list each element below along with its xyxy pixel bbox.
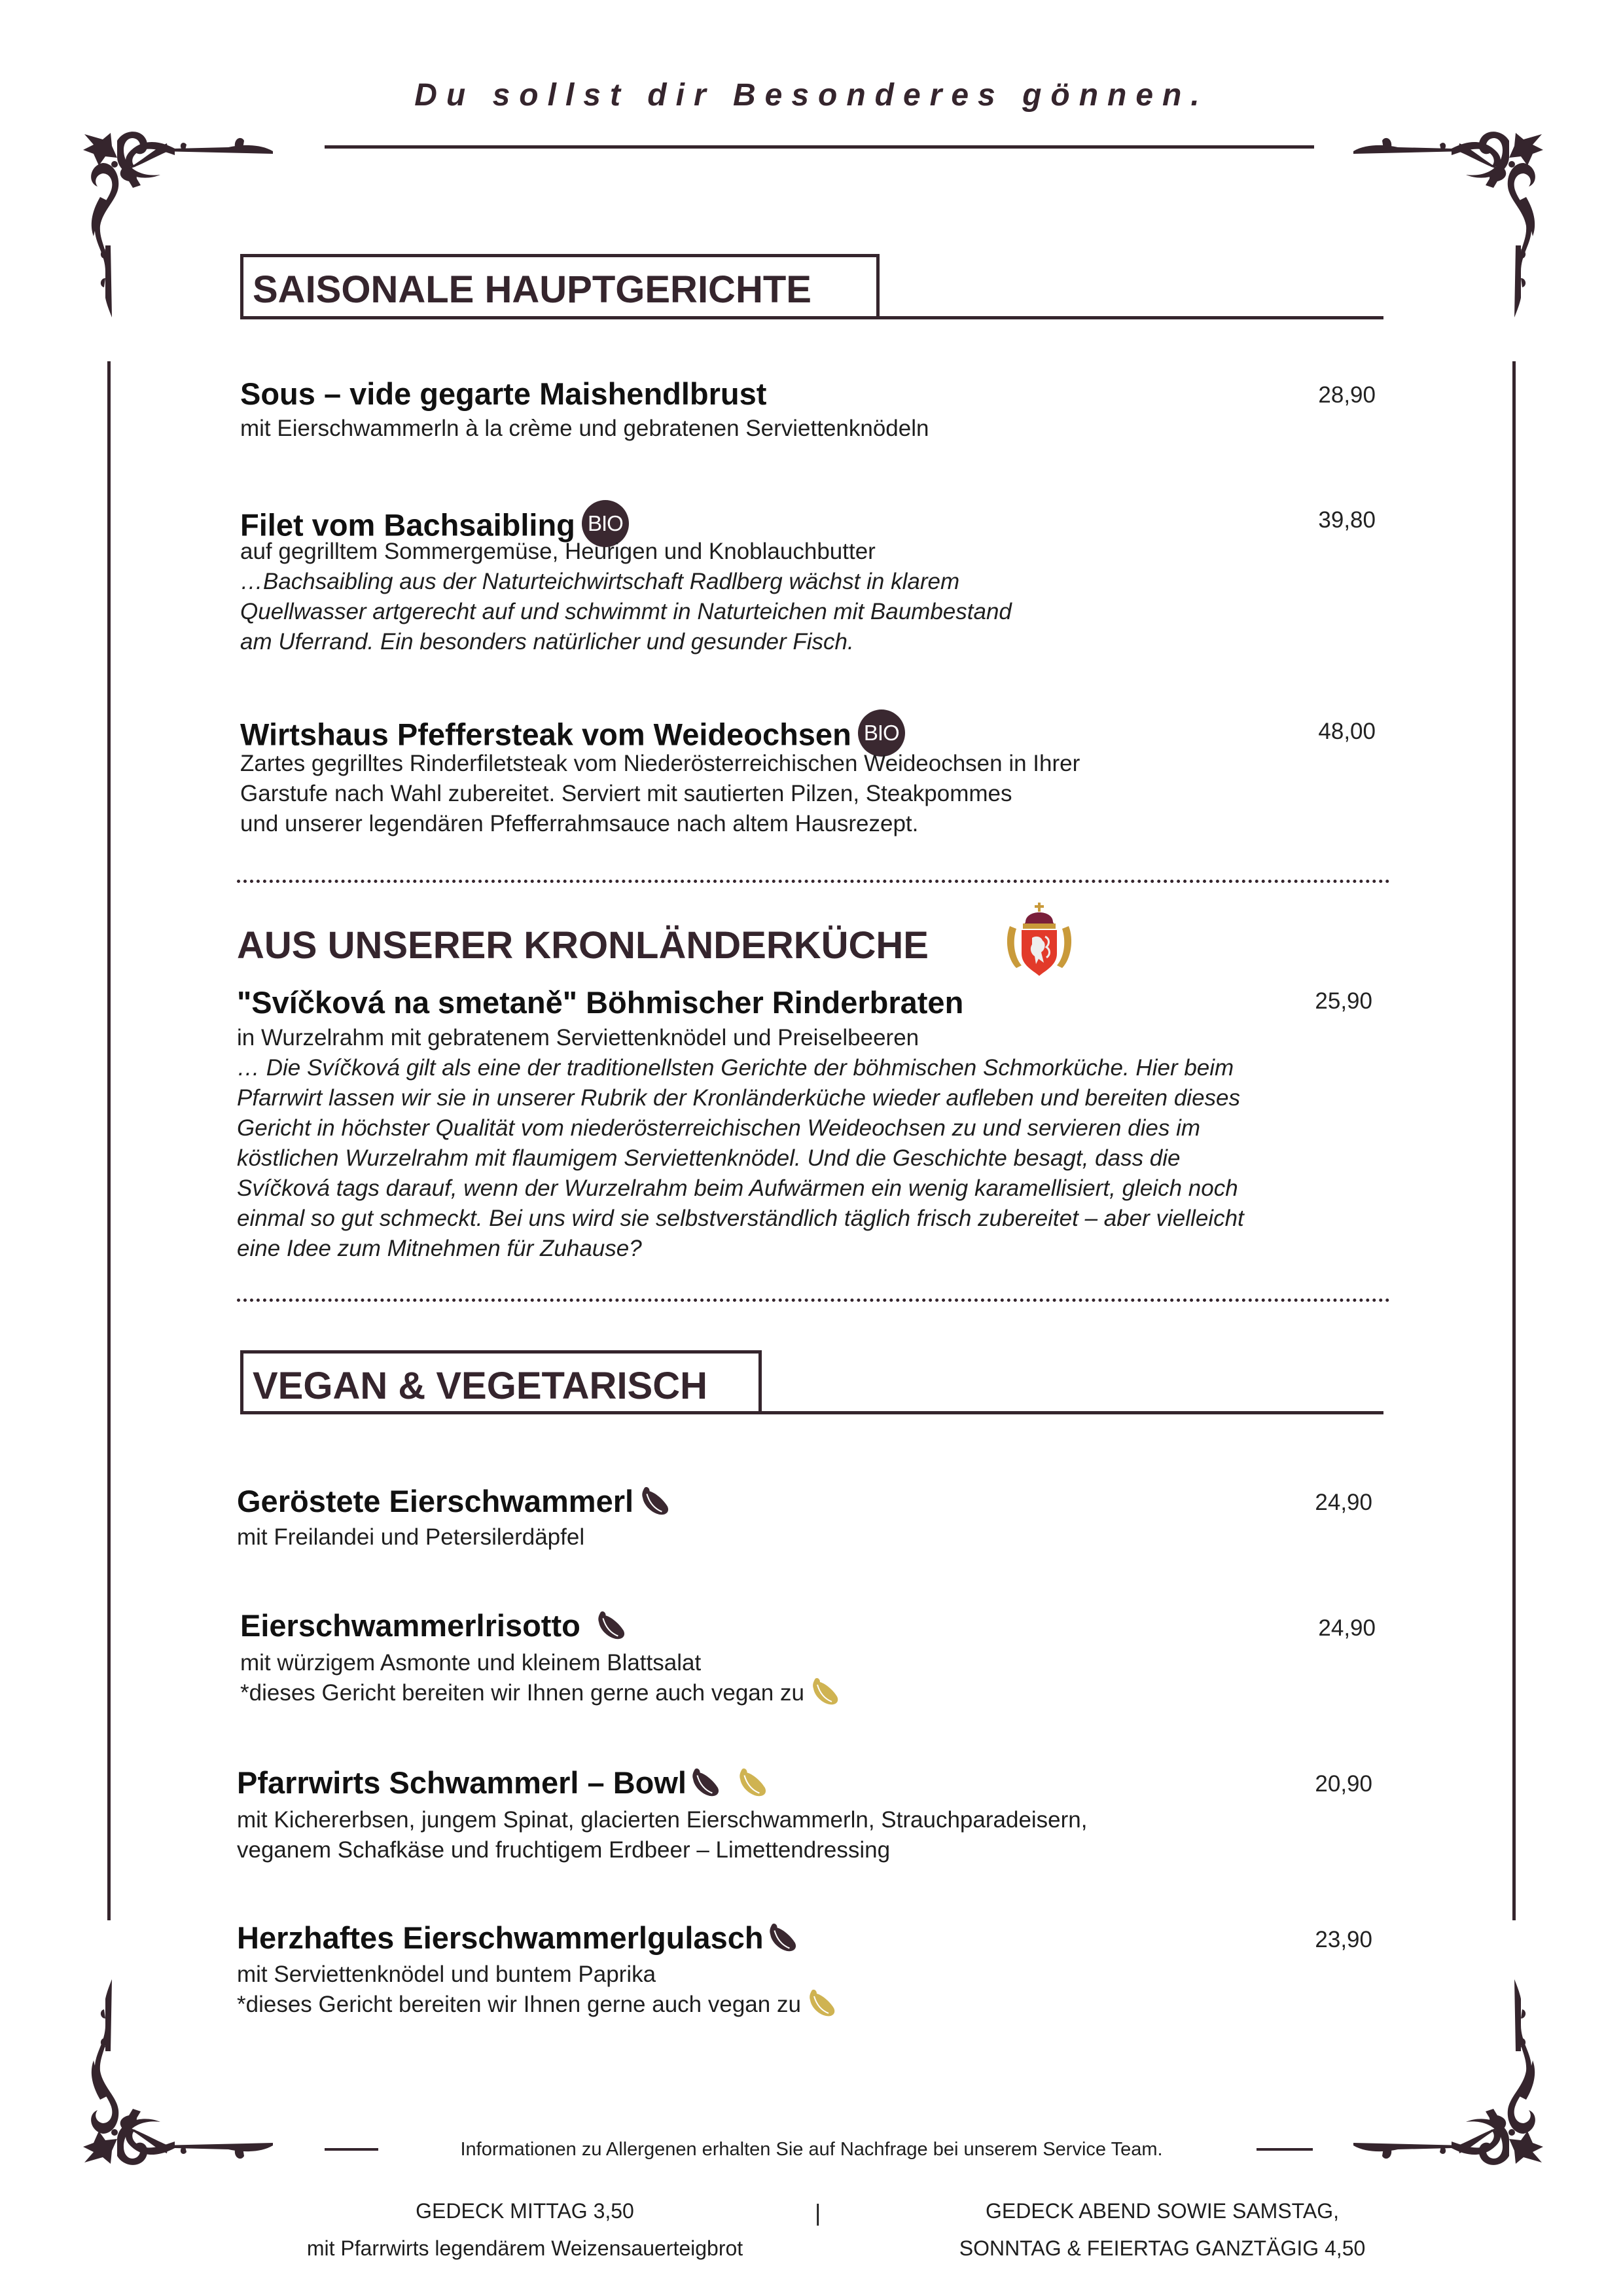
dish-price: 48,00 bbox=[1318, 719, 1376, 744]
description-story-line: köstlichen Wurzelrahm mit flaumigem Serviettenknödel. Und die Geschichte besagt, dass die bbox=[237, 1145, 1181, 1171]
dish-title bbox=[240, 1610, 629, 1644]
description-line: Zartes gegrilltes Rinderfiletsteak vom Niederösterreichischen Weideochsen in Ihrer bbox=[240, 751, 1080, 776]
description-line: mit Serviettenknödel und buntem Paprika bbox=[237, 1962, 656, 1987]
description-story-line: Gericht in höchster Qualität vom niederösterreichischen Weideochsen zu und servieren dies im bbox=[237, 1115, 1201, 1141]
cover-charge-lunch bbox=[263, 2193, 787, 2267]
dotted-divider bbox=[237, 1299, 1390, 1302]
bio-badge: BIO bbox=[858, 709, 905, 757]
footer-separator: | bbox=[815, 2199, 821, 2226]
description-story-line: Svíčková tags darauf, wenn der Wurzelrahm beim Aufwärmen ein wenig karamellisiert, gleich noch bbox=[237, 1175, 1238, 1201]
allergen-dash-right bbox=[1257, 2148, 1313, 2151]
cover-charge-evening bbox=[868, 2193, 1457, 2267]
description-story-line: am Uferrand. Ein besonders natürlicher und gesunder Fisch. bbox=[240, 629, 854, 655]
dish-price: 23,90 bbox=[1315, 1927, 1372, 1952]
dish-name: Wirtshaus Pfeffersteak vom Weideochsen bbox=[240, 717, 851, 752]
dish-price: 25,90 bbox=[1315, 988, 1372, 1014]
dish-description bbox=[237, 1960, 839, 2021]
dish-name: Pfarrwirts Schwammerl – Bowl bbox=[237, 1765, 687, 1800]
cover-charge-evening-detail: SONNTAG & FEIERTAG GANZTÄGIG 4,50 bbox=[959, 2236, 1366, 2260]
dish-price: 24,90 bbox=[1315, 1490, 1372, 1515]
vegan-option-note bbox=[240, 1678, 842, 1710]
vegetarian-leaf-icon bbox=[639, 1486, 673, 1517]
vegan-note-text: *dieses Gericht bereiten wir Ihnen gerne auch vegan zu bbox=[237, 1992, 801, 2017]
description-line: und unserer legendären Pfefferrahmsauce nach altem Hausrezept. bbox=[240, 811, 919, 836]
description-line: Garstufe nach Wahl zubereitet. Serviert mit sautierten Pilzen, Steakpommes bbox=[240, 781, 1012, 806]
dish-description bbox=[237, 1023, 1244, 1264]
dish-title bbox=[237, 1767, 770, 1801]
vegetarian-leaf-icon bbox=[766, 1922, 800, 1954]
dotted-divider bbox=[237, 880, 1390, 883]
dish-title bbox=[237, 1922, 800, 1956]
dish-title bbox=[237, 1486, 673, 1520]
description-line: veganem Schafkäse und fruchtigem Erdbeer – Limettendressing bbox=[237, 1837, 891, 1863]
description-story-line: Quellwasser artgerecht auf und schwimmt in Naturteichen mit Baumbestand bbox=[240, 599, 1012, 624]
dish-description bbox=[240, 1648, 842, 1710]
vegetarian-leaf-icon bbox=[689, 1767, 723, 1799]
dish-price: 39,80 bbox=[1318, 507, 1376, 533]
description-story-line: … Die Svíčková gilt als eine der traditionellsten Gerichte der böhmischen Schmorküche. Hier beim bbox=[237, 1055, 1234, 1081]
header-rule bbox=[325, 145, 1314, 149]
vegetarian-leaf-icon bbox=[595, 1610, 629, 1641]
dish-title: "Svíčková na smetaně" Böhmischer Rinderbraten bbox=[237, 985, 964, 1020]
dish-price: 24,90 bbox=[1318, 1615, 1376, 1641]
description-line: mit Freilandei und Petersilerdäpfel bbox=[237, 1524, 585, 1550]
dish-description bbox=[237, 1805, 1088, 1865]
description-line: mit würzigem Asmonte und kleinem Blattsalat bbox=[240, 1650, 702, 1676]
dish-name: Eierschwammerlrisotto bbox=[240, 1608, 580, 1643]
corner-ornament-top-right-icon bbox=[1347, 115, 1550, 317]
bio-badge: BIO bbox=[582, 500, 629, 547]
cover-charge-evening-title: GEDECK ABEND SOWIE SAMSTAG, bbox=[986, 2199, 1339, 2223]
description-story-line: …Bachsaibling aus der Naturteichwirtschaft Radlberg wächst in klarem bbox=[240, 569, 960, 594]
bohemian-coat-of-arms-icon bbox=[1003, 900, 1075, 978]
dish-name: Geröstete Eierschwammerl bbox=[237, 1484, 634, 1518]
vegan-leaf-icon bbox=[810, 1677, 842, 1707]
dish-description bbox=[240, 537, 1012, 657]
description-line: auf gegrilltem Sommergemüse, Heurigen und Knoblauchbutter bbox=[240, 539, 876, 564]
vegan-leaf-icon bbox=[806, 1988, 839, 2018]
allergen-note: Informationen zu Allergenen erhalten Sie auf Nachfrage bei unserem Service Team. bbox=[460, 2139, 1163, 2160]
description-story-line: einmal so gut schmeckt. Bei uns wird sie selbstverständlich täglich frisch zubereitet – aber vielleicht bbox=[237, 1206, 1244, 1231]
tagline: Du sollst dir Besonderes gönnen. bbox=[414, 78, 1209, 113]
description-line: mit Kichererbsen, jungem Spinat, glacierten Eierschwammerln, Strauchparadeisern, bbox=[237, 1807, 1088, 1833]
description-story-line: eine Idee zum Mitnehmen für Zuhause? bbox=[237, 1236, 642, 1261]
cover-charge-lunch-detail: mit Pfarrwirts legendärem Weizensauerteigbrot bbox=[306, 2236, 743, 2260]
right-border-line bbox=[1512, 361, 1516, 1920]
dish-price: 20,90 bbox=[1315, 1771, 1372, 1797]
section-rule bbox=[240, 316, 1383, 319]
dish-description: mit Eierschwammerln à la crème und gebratenen Serviettenknödeln bbox=[240, 416, 929, 441]
dish-description bbox=[240, 749, 1080, 839]
dish-name: Herzhaftes Eierschwammerlgulasch bbox=[237, 1920, 764, 1955]
dish-title: Sous – vide gegarte Maishendlbrust bbox=[240, 376, 767, 411]
left-border-line bbox=[107, 361, 111, 1920]
section-title-kronland: AUS UNSERER KRONLÄNDERKÜCHE bbox=[237, 924, 929, 967]
vegan-option-note bbox=[237, 1990, 839, 2021]
dish-name: Filet vom Bachsaibling bbox=[240, 507, 575, 543]
dish-description bbox=[237, 1522, 584, 1552]
description-line: in Wurzelrahm mit gebratenem Serviettenknödel und Preiselbeeren bbox=[237, 1025, 919, 1050]
cover-charge-lunch-title: GEDECK MITTAG 3,50 bbox=[416, 2199, 634, 2223]
vegan-leaf-icon bbox=[736, 1767, 770, 1799]
description-story-line: Pfarrwirt lassen wir sie in unserer Rubrik der Kronländerküche wieder aufleben und bereiten dieses bbox=[237, 1085, 1241, 1111]
section-title-saisonal: SAISONALE HAUPTGERICHTE bbox=[253, 268, 812, 311]
vegan-note-text: *dieses Gericht bereiten wir Ihnen gerne auch vegan zu bbox=[240, 1680, 804, 1706]
dish-price: 28,90 bbox=[1318, 382, 1376, 408]
section-title-vegan: VEGAN & VEGETARISCH bbox=[253, 1365, 708, 1407]
section-rule bbox=[240, 1411, 1383, 1414]
